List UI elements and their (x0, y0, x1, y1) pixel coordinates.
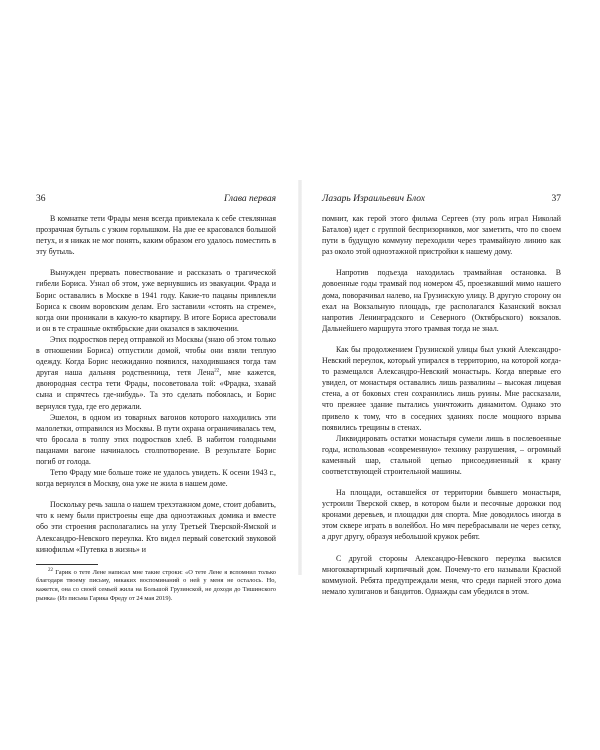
left-page-header (36, 192, 276, 206)
book-gutter (298, 180, 302, 575)
paragraph (36, 334, 276, 412)
paragraph: Эшелон, в одном из товарных вагонов которого находились эти малолетки, отправился из Москвы. В пути охрана ограничивалась тем, что бросала в толпу этих подростков хлеб. В набитом голодными пацанами вагоне начиналось столпотворение. В результате Борис погиб от голода. (36, 412, 276, 466)
paragraph: В комнатке тети Фрады меня всегда привлекала к себе стеклянная прозрачная бутыль с узким горлышком. На дне ее красовался большой петух, и я никак не мог понять, каким образом его удалось поместить в эту бутыль. (36, 214, 276, 257)
running-head: Глава первая (223, 194, 276, 204)
page-number: 37 (551, 194, 561, 204)
footnote-number: 22 (48, 567, 53, 573)
paragraph: Тетю Фраду мне больше тоже не удалось увидеть. К осени 1943 г., когда вернулся в Москву, она уже не жила в нашем доме. (36, 468, 276, 489)
left-page (0, 0, 290, 750)
paragraph: На площади, оставшейся от территории бывшего монастыря, устроили Тверской сквер, в котором были и песочные дорожки под кронами деревьев, и площадки для спорта. Мне доводилось иногда в этом сквере играть в волейбол. Но мяч перебрасывали не через сетку, а друг другу, образуя небольшой кружок ребят. (322, 488, 561, 542)
right-page (310, 0, 600, 750)
page-number: 36 (36, 194, 46, 204)
footnote-rule (36, 564, 98, 565)
paragraph-text: , мне кажется, двоюродная сестра тети Фрады, посоветовала той: «Фрадка, зхавай сына и спрячтесь где-нибудь». Та это сделать побоялась, и Борис вернулся туда, где его держали. (36, 368, 276, 411)
left-page-body (36, 213, 276, 603)
paragraph-text: Этих подростков перед отправкой из Москвы (знаю об этом только в отношении Бориса) отпустили домой, чтобы они взяли теплую одежду. Когда Борис неожиданно появился, находившаяся тогда там другая наша дальняя родственница, тетя Лена (36, 334, 276, 378)
running-head: Лазарь Израильевич Блох (322, 194, 426, 204)
paragraph: Вынужден прервать повествование и рассказать о трагической гибели Бориса. Узнал об этом, уже вернувшись из эвакуации. Фрада и Борис оставались в Москве в 1941 году. Какие-то пацаны привлекли Бориса к своим воровским делам. Его заставили «стоять на стреме», когда они проникали в какую-то квартиру. В итоге Бориса арестовали и он в те страшные октябрьские дни оказался в заключении. (36, 268, 276, 333)
footnote-text: Гарик о тете Лене написал мне такие строки: «О тете Лене я вспомнил только благодаря твоему письму, никаких воспоминаний о ней у меня не осталось. Но, кажется, она со своей семьей жила на Большой Грузинской, не доходя до Тишинского рынка» (Из письма Гарика Фреду от 24 мая 2019). (36, 568, 276, 602)
right-page-header (322, 192, 561, 206)
footnote (36, 569, 276, 603)
paragraph: Как бы продолжением Грузинской улицы был узкий Александро-Невский переулок, который упирался в территорию, на которой когда-то размещался Александро-Невский монастырь. Когда впервые его увидел, от монастыря оставались лишь развалины – высокая лицевая стена, а от боковых стен сохранились лишь руины. Мне рассказали, что прежнее здание пытались уничтожить динамитом. Однако это привело к тому, что в соседних зданиях после мощного взрыва появились трещины в стенах. (322, 344, 561, 432)
paragraph: Напротив подъезда находилась трамвайная остановка. В довоенные годы трамвай под номером 45, проезжавший мимо нашего дома, поворачивал налево, на Грузинскую улицу. В другую сторону он ехал на Вокзальную площадь, где располагался Казанский вокзал напротив Ленинградского и Северного (Октябрьского) вокзалов. Дальнейшего маршрута этого трамвая тогда не знал. (322, 268, 561, 333)
paragraph: С другой стороны Александро-Невского переулка высился многоквартирный кирпичный дом. Почему-то его называли Красной коммуной. Ребята предупреждали меня, что среди парней этого дома немало хулиганов и бандитов. Однажды сам убедился в этом. (322, 553, 561, 596)
paragraph: помнит, как герой этого фильма Сергеев (эту роль играл Николай Баталов) идет с группой беспризорников, мог заметить, что по своем пути в будущую коммуну переходили через трамвайную линию как раз около этой одноэтажной пристройки к нашему дому. (322, 214, 561, 257)
footnote-reference: 22 (214, 368, 220, 374)
paragraph: Поскольку речь зашла о нашем трехэтажном доме, стоит добавить, что к нему были пристроены еще два одноэтажных домика и вместе обо эти строения располагались на углу Третьей Тверской-Ямской и Александро-Невского переулка. Кто видел первый советский звуковой кинофильм «Путевка в жизнь» и (36, 500, 276, 554)
paragraph: Ликвидировать остатки монастыря сумели лишь в послевоенные годы, использовав «современную» технику разрушения, – огромный каменный шар, стальной цепью присоединенный к крану соответствующей строительной машины. (322, 433, 561, 476)
right-page-body (322, 213, 561, 597)
